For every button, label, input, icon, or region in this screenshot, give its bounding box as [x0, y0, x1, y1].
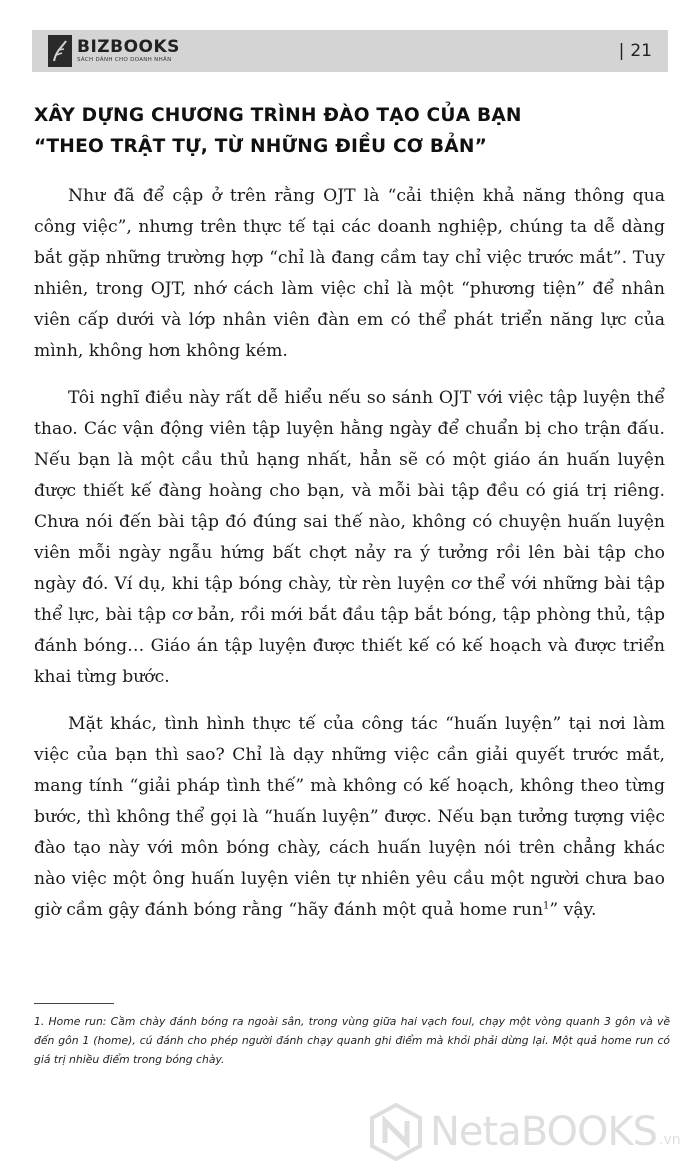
section-title: [34, 100, 664, 162]
section-title-line-2: “THEO TRẬT TỰ, TỪ NHỮNG ĐIỀU CƠ BẢN”: [34, 136, 488, 157]
page-number-separator: |: [618, 41, 625, 61]
body-text: [34, 181, 665, 942]
running-header: [32, 30, 668, 72]
watermark-text: NetaBOOKS: [430, 1109, 658, 1155]
netabooks-logo-icon: [370, 1103, 422, 1161]
section-title-line-1: XÂY DỰNG CHƯƠNG TRÌNH ĐÀO TẠO CỦA BẠN: [34, 105, 522, 126]
page-number-value: 21: [630, 41, 652, 61]
paragraph-3-text: Mặt khác, tình hình thực tế của công tác “huấn luyện” tại nơi làm việc của bạn thì sao? Chỉ là dạy những việc cần giải quyết trước mắt, mang tính “giải pháp tình thế” mà không có kế hoạch, không theo từng bước, thì không thể gọi là “huấn luyện” được. Nếu bạn tưởng tượng việc đào tạo này với môn bóng chày, cách huấn luyện nói trên chẳng khác nào việc một ông huấn luyện viên tự nhiên yêu cầu một người chưa bao giờ cầm gậy đánh bóng rằng “hãy đánh một quả home run: [34, 714, 665, 920]
paragraph-3-tail: ” vậy.: [549, 900, 597, 920]
footnote: 1. Home run: Cầm chày đánh bóng ra ngoài sân, trong vùng giữa hai vạch foul, chạy một vòng quanh 3 gôn và về đến gôn 1 (home), cú đánh cho phép người đánh chạy quanh ghi điểm mà khỏi phải dừng lại. Một quả home run có giá trị nhiều điểm trong bóng chày.: [34, 1015, 670, 1066]
page-number: [619, 41, 652, 61]
bizbooks-logo: [48, 34, 180, 68]
netabooks-watermark: [370, 1100, 681, 1164]
paragraph-2: Tôi nghĩ điều này rất dễ hiểu nếu so sánh OJT với việc tập luyện thể thao. Các vận động viên tập luyện hằng ngày để chuẩn bị cho trận đấu. Nếu bạn là một cầu thủ hạng nhất, hẳn sẽ có một giáo án huấn luyện được thiết kế đàng hoàng cho bạn, và mỗi bài tập đều có giá trị riêng. Chưa nói đến bài tập đó đúng sai thế nào, không có chuyện huấn luyện viên mỗi ngày ngẫu hứng bất chợt nảy ra ý tưởng rồi lên bài tập cho ngày đó. Ví dụ, khi tập bóng chày, từ rèn luyện cơ thể với những bài tập thể lực, bài tập cơ bản, rồi mới bắt đầu tập bắt bóng, tập phòng thủ, tập đánh bóng… Giáo án tập luyện được thiết kế có kế hoạch và được triển khai từng bước.: [34, 388, 665, 687]
paragraph-3: [34, 709, 665, 926]
footnote-divider: [34, 1003, 114, 1004]
bizbooks-logo-icon: [48, 35, 72, 67]
brand-name: BIZBOOKS: [77, 36, 180, 57]
brand-tagline: SÁCH DÀNH CHO DOANH NHÂN: [77, 56, 172, 63]
watermark-suffix: .vn: [659, 1132, 681, 1148]
footnote-reference[interactable]: 1: [543, 900, 550, 912]
paragraph-1: Như đã để cập ở trên rằng OJT là “cải thiện khả năng thông qua công việc”, nhưng trên thực tế tại các doanh nghiệp, chúng ta dễ dàng bắt gặp những trường hợp “chỉ là đang cầm tay chỉ việc trước mắt”. Tuy nhiên, trong OJT, nhớ cách làm việc chỉ là một “phương tiện” để nhân viên cấp dưới và lớp nhân viên đàn em có thể phát triển năng lực của mình, không hơn không kém.: [34, 186, 665, 361]
